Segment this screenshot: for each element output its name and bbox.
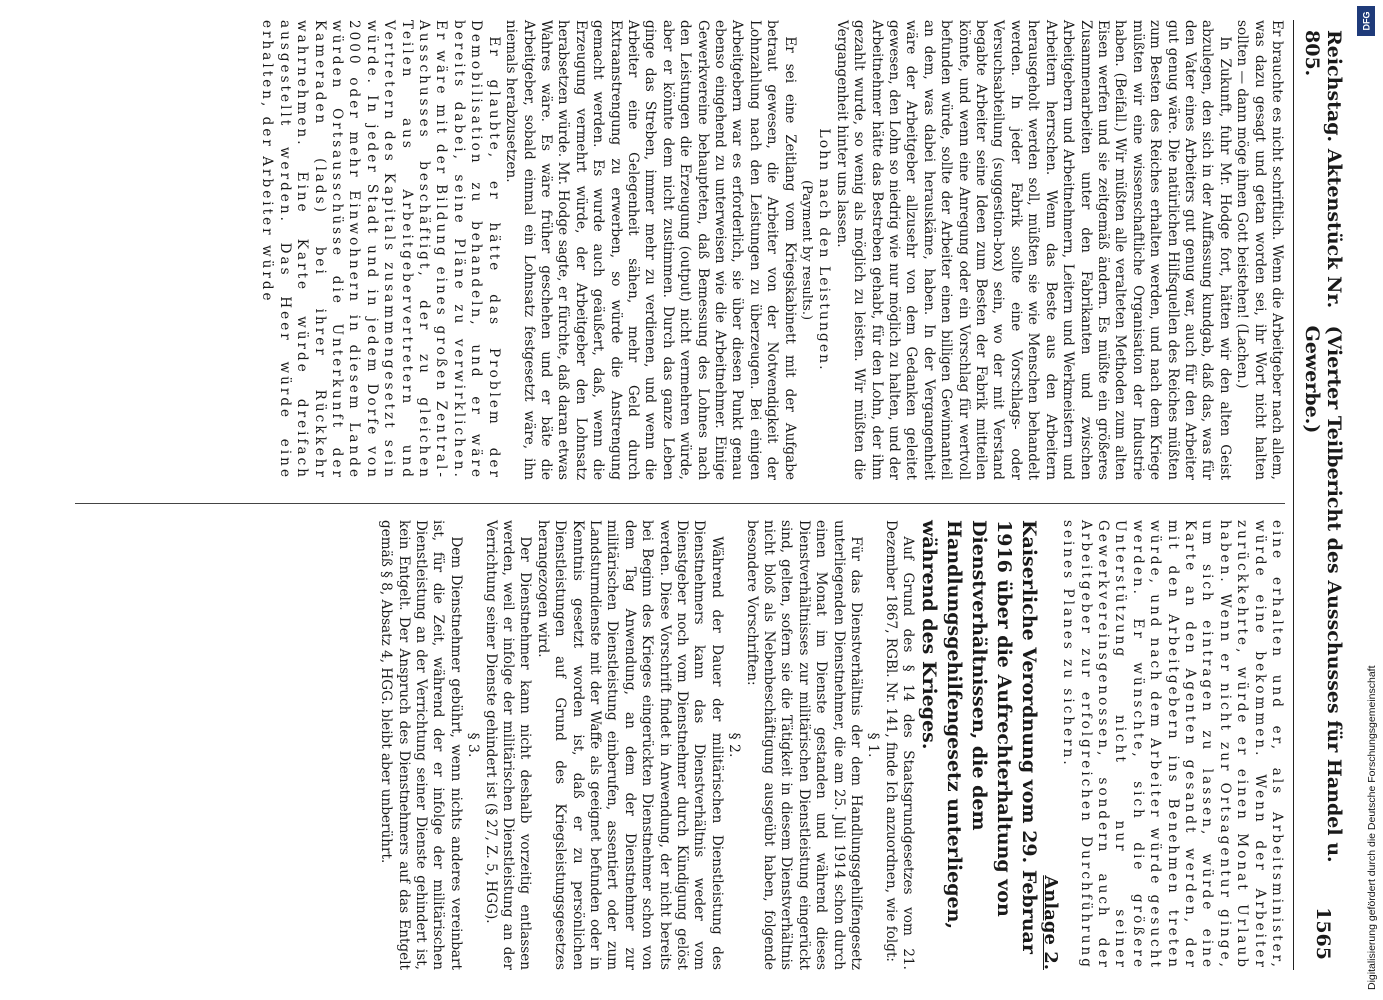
paragraph: Er glaubte, er hätte das Problem der Demobilisation zu behandeln, und er wäre bereits dabei, seine Pläne zu verwirklichen. Er wäre mit der Bildung eines großen Zentral-Ausschusses beschäftigt, der zu gleichen Teilen aus Arbeitgebervertretern und Vertretern des Kapitals zusammengesetzt sein würde. In jeder Stadt und in jedem Dorfe von 2000 oder mehr Einwohnern in diesem Lande würden Ortsausschüsse die Unterkunft der Kameraden (lads) bei ihrer Rückkehr wahrnehmen. Eine Karte würde dreifach ausgestellt werden. Das Heer würde eine erhalten, der Arbeiter würde	[259, 20, 502, 480]
paragraph: Er sei eine Zeitlang vom Kriegskabinett mit der Aufgabe betraut gewesen, die Arbeiter von der Notwendigkeit der Lohnzahlung nach den Leistungen zu überzeugen. Bei einigen Arbeitgebern war es erforderlich, sie über diesen Punkt genau ebenso eingehend zu unterweisen wie die Arbeitnehmer. Einige Gewerkvereine behaupteten, daß Bemessung des Lohnes nach den Leistungen die Erzeugung (output) nicht vermehren würde, aber er könnte dem nicht zustimmen. Durch das ganze Leben ginge das Streben, immer mehr zu verdienen, und wenn die Arbeiter eine Gelegenheit sähen, mehr Geld durch Extraanstrengung zu erwerben, so würde die Anstrengung gemacht werden. Es wurde auch geäußert, daß, wenn die Erzeugung vermehrt würde, der Arbeitgeber den Lohnsatz herabsetzen würde. Mr. Hodge sagte, er fürchte, daß daran etwas Wahres wäre. Es wäre früher geschehen und er bäte die Arbeitgeber, sobald einmal ein Lohnsatz festgesetzt wäre, ihn niemals herabzusetzen.	[503, 20, 798, 480]
section-heading: Lohn nach den Leistungen.	[816, 128, 833, 372]
rotated-page-content	[55, 0, 1345, 1000]
credit-text: Digitalisierung gefördert durch die Deutsche Forschungsgemeinschaft	[1366, 665, 1378, 990]
decree-title: Kaiserliche Verordnung vom 29. Februar 1916 über die Aufrechterhaltung von Dienstverhältnissen, die dem Handlungsgehilfengesetz unterliegen, während des Krieges.	[918, 520, 1041, 954]
paragraph: In Zukunft, fuhr Mr. Hodge fort, hätten wir den alten Geist abzulegen, den sich in der Auffassung kundgab, daß das, was für den Vater eines Arbeiters gut genug war, auch für den Arbeiter gut genug wäre. Die natürlichen Hilfsquellen des Reiches müßten zum Besten des Reiches erhalten werden, und nach dem Kriege müßten wir eine wissenschaftliche Organisation der Industrie haben. (Beifall.) Wir müßten alle veralteten Methoden zum alten Eisen werfen und sie zeitgemäß ändern. Es müßte ein größeres Zusammenarbeiten unter den Fabrikanten und zwischen Arbeitgebern und Arbeitnehmern, Leitern und Werkmeistern und Arbeitern herrschen. Wenn das Beste aus den Arbeitern herausgeholt werden soll, müßten sie wie Menschen behandelt werden. In jeder Fabrik sollte eine Vorschlags- oder Versuchsabteilung (suggestion-box) sein, wo der mit Verstand begabte Arbeiter seine Ideen zum Besten der Fabrik mitteilen könnte, und wenn eine Anregung oder ein Vorschlag für wertvoll befunden würde, sollte der Arbeiter einen billigen Gewinnanteil an dem, was dabei herauskäme, haben. In der Vergangenheit wäre der Arbeitgeber allzusehr von dem Gedanken geleitet gewesen, den Lohn so niedrig wie nur möglich zu halten, und der Arbeitnehmer hätte das Bestreben gehabt, für den Lohn, der ihm gezahlt wurde, so wenig als möglich zu leisten. Wir müßten die Vergangenheit hinter uns lassen.	[833, 20, 1233, 480]
annex-label: Anlage 2.	[1039, 875, 1061, 970]
section-number: § 2.	[726, 732, 743, 758]
dfg-logo: DFG	[1357, 6, 1375, 36]
document-page	[55, 0, 1345, 1000]
header-rule	[1293, 20, 1294, 970]
left-column	[75, 20, 1285, 480]
section-text: Dem Dienstnehmer gebührt, wenn nichts anderes vereinbart ist, für die Zeit, während der er infolge der militärischen Dienstleistung an der Verrichtung seiner Dienste gehindert ist, kein Entgelt. Der Anspruch des Dienstnehmers auf das Entgelt gemäß § 8, Absatz 4, HGG. bleibt aber unberührt.	[378, 520, 464, 970]
paragraph: Er brauchte es nicht schriftlich. Wenn die Arbeitgeber nach allem, was dazu gesagt und getan worden sei, ihr Wort nicht halten sollten — dann möge ihnen Gott beistehen! (Lachen.)	[1234, 20, 1285, 480]
header-center: (Vierter Teilbericht des Ausschusses für Handel u. Gewerbe.)	[1301, 325, 1345, 863]
column-divider	[75, 503, 1285, 504]
preamble: Auf Grund des § 14 des Staatsgrundgesetzes vom 21. Dezember 1867, RGBl. Nr. 141, finde Ich anzuordnen, wie folgt:	[882, 520, 917, 970]
right-column	[75, 520, 1285, 970]
section-subheading: (Payment by results.)	[799, 179, 815, 321]
section-number: § 3.	[465, 732, 482, 758]
section-number: § 1.	[865, 732, 882, 758]
section-text: Für das Dienstverhältnis der dem Handlungsgehilfengesetz unterliegenden Dienstnehmer, die am 25. Juli 1914 schon durch einen Monat im Dienste gestanden und während dieses Dienstverhältnisses zur militärischen Dienstleistung eingerückt sind, gelten, sofern sie die Tätigkeit in diesem Dienstverhältnis nicht bloß als Nebenbeschäftigung ausgeübt haben, folgende besondere Vorschriften:	[743, 520, 865, 970]
paragraph: eine erhalten und er, als Arbeitsminister, würde eine bekommen. Wenn der Arbeiter zurückkehrte, würde er einen Monat Urlaub haben. Wenn er nicht zur Ortsagentur ginge, um sich eintragen zu lassen, würde eine Karte an den Agenten gesandt werden, der mit den Arbeitgebern ins Benehmen treten würde, und nach dem Arbeiter würde gesucht werden. Er wünschte, sich die größere Unterstützung nicht nur seiner Gewerkvereinsgenossen, sondern auch der Arbeitgeber zur erfolgreichen Durchführung seines Planes zu sichern.	[1060, 520, 1285, 970]
header-left: Reichstag. Aktenstück Nr. 805.	[1301, 30, 1345, 309]
section-text: Der Dienstnehmer kann nicht deshalb vorzeitig entlassen werden, weil er infolge der militärischen Dienstleistung an der Verrichtung seiner Dienste gehindert ist (§ 27, Z. 5, HGG).	[482, 520, 534, 970]
section-text: Während der Dauer der militärischen Dienstleistung des Dienstnehmers kann das Dienstverhältnis weder vom Dienstgeber noch vom Dienstnehmer durch Kündigung gelöst werden. Diese Vorschrift findet in Anwendung, der nicht bereits bei Beginn des Krieges eingerückten Dienstnehmer schon von dem Tag Anwendung, an dem der Dienstnehmer zur militärischen Dienstleistung einberufen, assentiert oder zum Landsturmdienste mit der Waffe als geeignet befunden oder in Kenntnis gesetzt worden ist, daß er zu persönlichen Dienstleistungen auf Grund des Kriegsleistungsgesetzes herangezogen wird.	[534, 520, 725, 970]
page-header	[1301, 30, 1345, 960]
page-number: 1565	[1312, 907, 1334, 960]
digitization-credit	[1356, 0, 1380, 1000]
